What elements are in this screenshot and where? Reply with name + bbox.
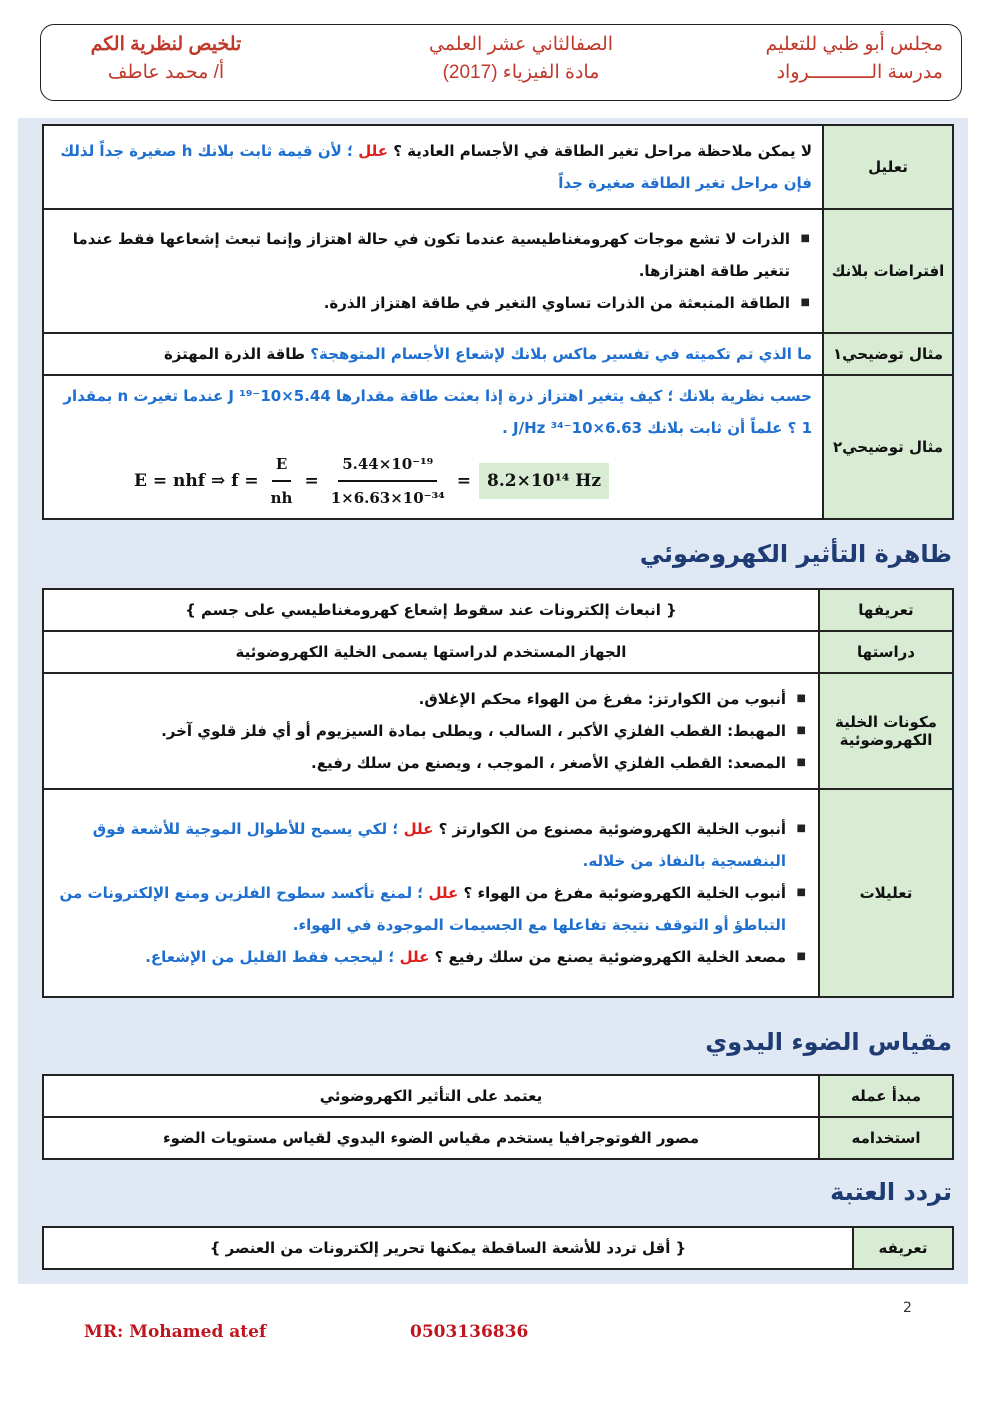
definition-text: { انبعاث إلكترونات عند سقوط إشعاع كهرومغناطيسي على جسم }	[43, 589, 819, 631]
example1-question: ما الذي تم تكميته في تفسير ماكس بلانك لإشعاع الأجسام المتوهجة؟	[310, 345, 812, 363]
cell-reasons	[43, 789, 819, 997]
fraction-denominator: 1×6.63×10⁻³⁴	[330, 489, 445, 507]
reason-tag: علل	[428, 884, 459, 902]
reason-answer: ؛ لمنع تأكسد سطوح الفلزين ومنع الإلكترونات من التباطؤ أو التوقف نتيجة تفاعلها مع الجسيمات الموجودة في الهواء.	[59, 884, 786, 934]
header-school-info	[765, 31, 943, 87]
row-label: دراستها	[819, 631, 953, 673]
list-item	[54, 877, 808, 941]
equals-sign: =	[304, 471, 319, 491]
table-row	[43, 631, 953, 673]
row-label: تعريفها	[819, 589, 953, 631]
example2-question: حسب نظرية بلانك ؛ كيف يتغير اهتزاز ذرة إذا بعثت طاقة مقدارها 5.44×10⁻¹⁹ J عندما تغيرت n بمقدار 1 ؟ علماً أن ثابت بلانك 6.63×10⁻³⁴ J/Hz .	[63, 387, 812, 437]
equation-result: 8.2×10¹⁴ Hz	[479, 463, 609, 499]
row-label: استخدامه	[819, 1117, 953, 1159]
reasoning-answer: ؛ لأن قيمة ثابت بلانك h صغيرة جداً لذلك فإن مراحل تغير الطاقة صغيرة جداً	[60, 142, 812, 192]
list-item: ■ الذرات لا تشع موجات كهرومغناطيسية عندما تكون في حالة اهتزاز وإنما تبعث إشعاعها فقط عندما تتغير طاقة اهتزازها.	[54, 223, 812, 287]
header-teacher: أ/ محمد عاطف	[107, 62, 225, 83]
table-row	[43, 1227, 953, 1269]
principle-text: يعتمد على التأثير الكهروضوئي	[43, 1075, 819, 1117]
table-row	[43, 789, 953, 997]
example1-answer: طاقة الذرة المهتزة	[163, 345, 311, 363]
reason-answer: ؛ ليحجب فقط القليل من الإشعاع.	[145, 948, 400, 966]
row-label: مبدأ عمله	[819, 1075, 953, 1117]
page-header	[40, 24, 962, 101]
table-row	[43, 1117, 953, 1159]
reasoning-text	[43, 125, 823, 209]
table-row	[43, 375, 953, 519]
equals-sign: =	[456, 471, 471, 491]
header-subject: مادة الفيزياء (2017)	[442, 62, 600, 83]
section-title-threshold: تردد العتبة	[830, 1178, 952, 1206]
reasoning-question: لا يمكن ملاحظة مراحل تغير الطاقة في الأجسام العادية ؟	[388, 142, 812, 160]
section-title-light-meter: مقياس الضوء اليدوي	[705, 1028, 952, 1056]
fraction	[267, 448, 297, 514]
reason-statement: أنبوب الخلية الكهروضوئية مفرغ من الهواء ؟	[458, 884, 786, 902]
page-number: 2	[903, 1300, 912, 1316]
usage-text: مصور الفوتوجرافيا يستخدم مقياس الضوء اليدوي لقياس مستويات الضوء	[43, 1117, 819, 1159]
equation	[54, 448, 812, 514]
row-label: مكونات الخلية الكهروضوئية	[819, 673, 953, 789]
photoelectric-table	[42, 588, 954, 998]
footer-author: MR: Mohamed atef	[84, 1322, 267, 1342]
example1-text	[43, 333, 823, 375]
fraction-numerator: E	[272, 448, 291, 482]
row-label: مثال توضيحي٢	[823, 375, 953, 519]
light-meter-table	[42, 1074, 954, 1160]
row-label: تعريفه	[853, 1227, 953, 1269]
planck-table	[42, 124, 954, 520]
list-item	[54, 941, 808, 973]
reason-tag: علل	[403, 820, 434, 838]
header-grade: الصفالثاني عشر العلمي	[428, 34, 614, 55]
footer-phone: 0503136836	[410, 1322, 529, 1342]
table-row	[43, 589, 953, 631]
table-row	[43, 1075, 953, 1117]
list-item: ■ أنبوب من الكوارتز: مفرغ من الهواء محكم الإغلاق.	[54, 683, 808, 715]
list-item	[54, 813, 808, 877]
reason-tag: علل	[358, 142, 389, 160]
row-label: مثال توضيحي١	[823, 333, 953, 375]
table-row	[43, 125, 953, 209]
fraction-numerator: 5.44×10⁻¹⁹	[338, 448, 437, 482]
header-course-info	[371, 31, 671, 87]
list-item: ■ المهبط: القطب الفلزي الأكبر ، السالب ، ويطلى بمادة السيزيوم أو أي فلز قلوي آخر.	[54, 715, 808, 747]
row-label: افتراضات بلانك	[823, 209, 953, 333]
section-title-photoelectric: ظاهرة التأثير الكهروضوئي	[639, 540, 952, 568]
row-label: تعليلات	[819, 789, 953, 997]
example2-text	[43, 375, 823, 519]
reason-statement: أنبوب الخلية الكهروضوئية مصنوع من الكوارتز ؟	[433, 820, 786, 838]
table-row	[43, 673, 953, 789]
threshold-table	[42, 1226, 954, 1270]
header-summary-title: تلخيص لنظرية الكم	[90, 34, 242, 55]
header-school: مدرسة الـــــــــــرواد	[776, 62, 943, 83]
planck-assumptions	[43, 209, 823, 333]
equation-lhs: E = nhf ⇒ f =	[134, 471, 259, 491]
table-row	[43, 333, 953, 375]
reason-statement: مصعد الخلية الكهروضوئية يصنع من سلك رفيع ؟	[429, 948, 786, 966]
list-item: ■ المصعد: القطب الفلزي الأصغر ، الموجب ، ويصنع من سلك رفيع.	[54, 747, 808, 779]
fraction	[327, 448, 449, 514]
cell-components	[43, 673, 819, 789]
reason-tag: علل	[399, 948, 430, 966]
row-label: تعليل	[823, 125, 953, 209]
header-summary-info	[61, 31, 271, 87]
study-text: الجهاز المستخدم لدراستها يسمى الخلية الكهروضوئية	[43, 631, 819, 673]
table-row	[43, 209, 953, 333]
reason-answer: ؛ لكي يسمح للأطوال الموجية للأشعة فوق البنفسجية بالنفاذ من خلاله.	[92, 820, 786, 870]
threshold-definition: { أقل تردد للأشعة الساقطة يمكنها تحرير إلكترونات من العنصر }	[43, 1227, 853, 1269]
fraction-denominator: nh	[270, 489, 293, 507]
header-council: مجلس أبو ظبي للتعليم	[765, 34, 943, 55]
list-item: ■ الطاقة المنبعثة من الذرات تساوي التغير في طاقة اهتزاز الذرة.	[54, 287, 812, 319]
